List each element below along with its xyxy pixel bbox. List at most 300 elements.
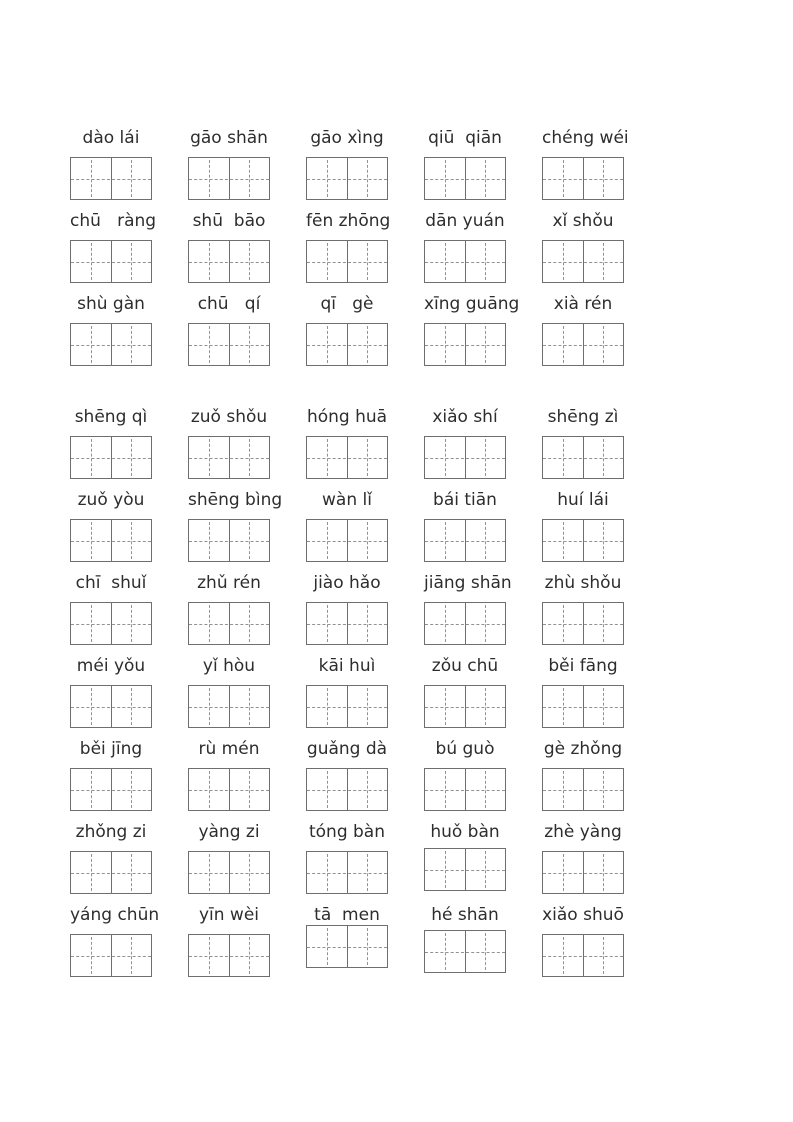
grid-center-divider — [347, 926, 348, 967]
pinyin-label: tā men — [314, 905, 380, 925]
grid-dash-vertical-line — [327, 688, 328, 725]
grid-dash-vertical-line — [367, 243, 368, 280]
pinyin-label: zhù shǒu — [544, 573, 622, 593]
word-item — [188, 490, 283, 562]
grid-dash-vertical-line — [445, 933, 446, 970]
pinyin-label: gāo shān — [190, 128, 268, 148]
grid-center-divider — [583, 852, 584, 893]
grid-dash-vertical-line — [327, 439, 328, 476]
word-item — [188, 407, 270, 479]
grid-dash-vertical-line — [367, 326, 368, 363]
pinyin-label: zhǔ rén — [197, 573, 261, 593]
writing-grid — [188, 157, 270, 200]
word-item — [306, 822, 388, 894]
writing-grid — [188, 934, 270, 977]
grid-dash-vertical-line — [91, 605, 92, 642]
pinyin-label: chéng wéi — [542, 128, 629, 148]
writing-grid — [306, 519, 388, 562]
word-item — [70, 656, 152, 728]
writing-grid — [70, 240, 152, 283]
writing-grid — [70, 934, 152, 977]
word-item — [306, 407, 388, 479]
word-item — [188, 128, 270, 200]
grid-dash-vertical-line — [249, 326, 250, 363]
word-row — [70, 128, 793, 200]
word-item — [306, 656, 388, 728]
grid-center-divider — [583, 603, 584, 644]
grid-dash-vertical-line — [485, 605, 486, 642]
writing-grid — [424, 930, 506, 973]
grid-dash-vertical-line — [209, 160, 210, 197]
writing-grid — [424, 323, 506, 366]
pinyin-label: jiào hǎo — [313, 573, 381, 593]
pinyin-label: zuǒ yòu — [77, 490, 145, 510]
grid-center-divider — [229, 935, 230, 976]
grid-dash-vertical-line — [209, 439, 210, 476]
grid-dash-vertical-line — [485, 522, 486, 559]
pinyin-label: méi yǒu — [76, 656, 146, 676]
writing-grid — [306, 240, 388, 283]
grid-center-divider — [465, 437, 466, 478]
grid-dash-vertical-line — [563, 937, 564, 974]
pinyin-label: huí lái — [557, 490, 609, 510]
word-item — [70, 490, 152, 562]
writing-grid — [70, 157, 152, 200]
grid-dash-vertical-line — [367, 160, 368, 197]
grid-dash-vertical-line — [367, 854, 368, 891]
writing-grid — [70, 851, 152, 894]
grid-dash-vertical-line — [249, 937, 250, 974]
grid-dash-vertical-line — [131, 771, 132, 808]
word-item — [542, 656, 624, 728]
pinyin-label: bái tiān — [433, 490, 497, 510]
word-item — [542, 905, 624, 977]
pinyin-label: yàng zi — [198, 822, 260, 842]
pinyin-label: fēn zhōng — [306, 211, 391, 231]
word-item — [306, 128, 388, 200]
grid-dash-vertical-line — [563, 854, 564, 891]
grid-dash-vertical-line — [209, 937, 210, 974]
grid-dash-vertical-line — [485, 243, 486, 280]
writing-grid — [70, 436, 152, 479]
pinyin-label: hé shān — [431, 905, 499, 925]
grid-dash-vertical-line — [603, 160, 604, 197]
grid-center-divider — [465, 769, 466, 810]
writing-grid — [424, 436, 506, 479]
pinyin-label: shēng zì — [547, 407, 619, 427]
grid-dash-vertical-line — [209, 243, 210, 280]
grid-center-divider — [111, 437, 112, 478]
grid-dash-vertical-line — [445, 688, 446, 725]
pinyin-label: shū bāo — [192, 211, 266, 231]
writing-grid — [306, 602, 388, 645]
grid-dash-vertical-line — [603, 326, 604, 363]
grid-dash-vertical-line — [131, 439, 132, 476]
word-item — [70, 573, 152, 645]
grid-dash-vertical-line — [485, 771, 486, 808]
word-item — [306, 294, 388, 366]
grid-center-divider — [347, 769, 348, 810]
word-item — [542, 294, 624, 366]
pinyin-label: gè zhǒng — [543, 739, 623, 759]
grid-dash-vertical-line — [367, 605, 368, 642]
word-item — [424, 905, 506, 977]
grid-dash-vertical-line — [327, 605, 328, 642]
grid-dash-vertical-line — [249, 243, 250, 280]
grid-dash-vertical-line — [485, 688, 486, 725]
word-row — [70, 211, 793, 283]
word-item — [542, 128, 629, 200]
pinyin-label: xǐ shǒu — [552, 211, 614, 231]
writing-grid — [424, 685, 506, 728]
grid-center-divider — [229, 769, 230, 810]
grid-dash-vertical-line — [485, 439, 486, 476]
grid-dash-vertical-line — [249, 854, 250, 891]
word-group-2 — [70, 407, 793, 977]
grid-dash-vertical-line — [91, 688, 92, 725]
writing-grid — [542, 157, 624, 200]
grid-dash-vertical-line — [209, 771, 210, 808]
word-item — [306, 573, 388, 645]
grid-dash-vertical-line — [249, 522, 250, 559]
writing-grid — [188, 323, 270, 366]
word-row — [70, 573, 793, 645]
writing-grid — [188, 851, 270, 894]
pinyin-label: rù mén — [198, 739, 260, 759]
pinyin-label: zhǒng zi — [75, 822, 147, 842]
grid-center-divider — [111, 324, 112, 365]
grid-center-divider — [111, 241, 112, 282]
grid-center-divider — [229, 603, 230, 644]
writing-grid — [306, 925, 388, 968]
grid-dash-vertical-line — [445, 439, 446, 476]
writing-grid — [306, 436, 388, 479]
grid-center-divider — [229, 241, 230, 282]
word-item — [424, 128, 506, 200]
pinyin-label: dào lái — [82, 128, 140, 148]
pinyin-label: chū qí — [197, 294, 261, 314]
writing-grid — [542, 436, 624, 479]
grid-center-divider — [465, 686, 466, 727]
grid-center-divider — [347, 603, 348, 644]
word-item — [424, 490, 506, 562]
grid-dash-vertical-line — [209, 522, 210, 559]
writing-grid — [424, 240, 506, 283]
pinyin-label: zǒu chū — [431, 656, 499, 676]
word-item — [542, 211, 624, 283]
grid-dash-vertical-line — [603, 522, 604, 559]
writing-grid — [70, 602, 152, 645]
writing-grid — [542, 602, 624, 645]
pinyin-label: xià rén — [553, 294, 613, 314]
pinyin-label: kāi huì — [318, 656, 376, 676]
grid-dash-vertical-line — [603, 854, 604, 891]
pinyin-label: qiū qiān — [428, 128, 502, 148]
grid-dash-vertical-line — [209, 605, 210, 642]
grid-center-divider — [347, 520, 348, 561]
word-item — [188, 822, 270, 894]
grid-dash-vertical-line — [91, 160, 92, 197]
grid-center-divider — [465, 520, 466, 561]
grid-dash-vertical-line — [209, 854, 210, 891]
grid-dash-vertical-line — [131, 688, 132, 725]
grid-dash-vertical-line — [485, 160, 486, 197]
grid-center-divider — [465, 241, 466, 282]
grid-center-divider — [583, 324, 584, 365]
writing-grid — [542, 934, 624, 977]
writing-grid — [424, 848, 506, 891]
word-item — [424, 656, 506, 728]
grid-dash-vertical-line — [445, 243, 446, 280]
pinyin-label: dān yuán — [425, 211, 505, 231]
grid-center-divider — [465, 158, 466, 199]
pinyin-label: xiǎo shí — [432, 407, 498, 427]
writing-grid — [188, 768, 270, 811]
grid-center-divider — [583, 520, 584, 561]
grid-dash-vertical-line — [445, 522, 446, 559]
word-item — [424, 739, 506, 811]
word-row — [70, 739, 793, 811]
grid-dash-vertical-line — [367, 522, 368, 559]
grid-dash-vertical-line — [91, 326, 92, 363]
writing-grid — [306, 685, 388, 728]
grid-dash-vertical-line — [209, 326, 210, 363]
grid-dash-vertical-line — [367, 439, 368, 476]
writing-grid — [424, 519, 506, 562]
writing-grid — [70, 519, 152, 562]
writing-grid — [542, 851, 624, 894]
word-row — [70, 490, 793, 562]
pinyin-label: chī shuǐ — [75, 573, 147, 593]
writing-grid — [188, 685, 270, 728]
word-item — [70, 905, 160, 977]
word-item — [306, 905, 388, 977]
writing-grid — [542, 685, 624, 728]
pinyin-label: zuǒ shǒu — [190, 407, 268, 427]
word-item — [306, 490, 388, 562]
grid-dash-vertical-line — [91, 522, 92, 559]
pinyin-label: běi fāng — [548, 656, 618, 676]
grid-center-divider — [347, 324, 348, 365]
grid-dash-vertical-line — [131, 854, 132, 891]
word-item — [424, 822, 506, 894]
grid-dash-vertical-line — [563, 243, 564, 280]
pinyin-label: chū ràng — [70, 211, 157, 231]
grid-center-divider — [583, 158, 584, 199]
grid-dash-vertical-line — [327, 928, 328, 965]
grid-dash-vertical-line — [445, 851, 446, 888]
pinyin-label: xiǎo shuō — [542, 905, 624, 925]
grid-center-divider — [111, 686, 112, 727]
grid-dash-vertical-line — [249, 160, 250, 197]
grid-dash-vertical-line — [603, 243, 604, 280]
word-item — [70, 407, 152, 479]
grid-dash-vertical-line — [327, 771, 328, 808]
grid-center-divider — [111, 520, 112, 561]
grid-dash-vertical-line — [445, 326, 446, 363]
grid-dash-vertical-line — [249, 605, 250, 642]
grid-dash-vertical-line — [563, 439, 564, 476]
word-row — [70, 905, 793, 977]
pinyin-label: huǒ bàn — [430, 822, 500, 842]
word-item — [188, 739, 270, 811]
writing-grid — [188, 436, 270, 479]
grid-dash-vertical-line — [563, 522, 564, 559]
grid-dash-vertical-line — [563, 160, 564, 197]
word-item — [306, 739, 388, 811]
word-item — [542, 407, 624, 479]
grid-center-divider — [229, 686, 230, 727]
writing-grid — [424, 602, 506, 645]
word-row — [70, 656, 793, 728]
grid-center-divider — [111, 852, 112, 893]
grid-dash-vertical-line — [131, 160, 132, 197]
writing-grid — [542, 323, 624, 366]
grid-dash-vertical-line — [249, 688, 250, 725]
grid-center-divider — [111, 769, 112, 810]
grid-center-divider — [111, 158, 112, 199]
pinyin-label: qī gè — [320, 294, 374, 314]
grid-dash-vertical-line — [563, 605, 564, 642]
grid-dash-vertical-line — [91, 937, 92, 974]
word-item — [542, 822, 624, 894]
grid-dash-vertical-line — [367, 771, 368, 808]
grid-dash-vertical-line — [131, 326, 132, 363]
grid-center-divider — [229, 520, 230, 561]
grid-dash-vertical-line — [603, 605, 604, 642]
grid-dash-vertical-line — [131, 605, 132, 642]
grid-dash-vertical-line — [603, 937, 604, 974]
grid-center-divider — [111, 603, 112, 644]
grid-center-divider — [465, 324, 466, 365]
word-item — [70, 211, 157, 283]
pinyin-label: běi jīng — [79, 739, 143, 759]
writing-grid — [542, 519, 624, 562]
word-item — [542, 573, 624, 645]
grid-center-divider — [583, 769, 584, 810]
grid-dash-vertical-line — [603, 771, 604, 808]
grid-dash-vertical-line — [367, 928, 368, 965]
word-item — [188, 573, 270, 645]
writing-grid — [424, 768, 506, 811]
word-item — [424, 294, 520, 366]
grid-center-divider — [229, 324, 230, 365]
grid-dash-vertical-line — [327, 854, 328, 891]
grid-center-divider — [465, 931, 466, 972]
grid-center-divider — [347, 241, 348, 282]
grid-dash-vertical-line — [209, 688, 210, 725]
pinyin-label: shēng qì — [74, 407, 148, 427]
grid-center-divider — [465, 849, 466, 890]
writing-grid — [424, 157, 506, 200]
pinyin-label: jiāng shān — [424, 573, 512, 593]
word-group-1 — [70, 128, 793, 366]
writing-grid — [70, 323, 152, 366]
word-item — [70, 822, 152, 894]
grid-center-divider — [583, 241, 584, 282]
grid-dash-vertical-line — [91, 439, 92, 476]
word-row — [70, 407, 793, 479]
word-item — [542, 490, 624, 562]
grid-dash-vertical-line — [603, 439, 604, 476]
grid-dash-vertical-line — [603, 688, 604, 725]
grid-dash-vertical-line — [563, 771, 564, 808]
word-item — [70, 739, 152, 811]
grid-dash-vertical-line — [485, 933, 486, 970]
grid-dash-vertical-line — [327, 326, 328, 363]
pinyin-label: yáng chūn — [70, 905, 160, 925]
writing-grid — [306, 323, 388, 366]
word-item — [188, 656, 270, 728]
pinyin-label: yīn wèi — [198, 905, 260, 925]
word-item — [424, 407, 506, 479]
pinyin-label: wàn lǐ — [322, 490, 372, 510]
grid-dash-vertical-line — [563, 326, 564, 363]
grid-dash-vertical-line — [445, 771, 446, 808]
pinyin-label: bú guò — [435, 739, 495, 759]
pinyin-label: gāo xìng — [310, 128, 384, 148]
grid-center-divider — [111, 935, 112, 976]
grid-dash-vertical-line — [131, 243, 132, 280]
pinyin-worksheet — [70, 128, 793, 977]
grid-center-divider — [583, 437, 584, 478]
writing-grid — [188, 602, 270, 645]
grid-dash-vertical-line — [367, 688, 368, 725]
pinyin-label: zhè yàng — [544, 822, 622, 842]
grid-center-divider — [229, 158, 230, 199]
pinyin-label: guǎng dà — [306, 739, 388, 759]
writing-grid — [542, 240, 624, 283]
writing-grid — [188, 240, 270, 283]
grid-dash-vertical-line — [327, 522, 328, 559]
grid-center-divider — [583, 935, 584, 976]
grid-center-divider — [347, 852, 348, 893]
word-item — [306, 211, 391, 283]
word-item — [188, 211, 270, 283]
grid-dash-vertical-line — [249, 439, 250, 476]
writing-grid — [542, 768, 624, 811]
grid-dash-vertical-line — [327, 160, 328, 197]
word-row — [70, 822, 793, 894]
writing-grid — [306, 157, 388, 200]
grid-dash-vertical-line — [131, 522, 132, 559]
grid-center-divider — [347, 686, 348, 727]
grid-dash-vertical-line — [131, 937, 132, 974]
grid-dash-vertical-line — [485, 851, 486, 888]
writing-grid — [306, 851, 388, 894]
grid-center-divider — [229, 437, 230, 478]
grid-dash-vertical-line — [563, 688, 564, 725]
grid-dash-vertical-line — [91, 771, 92, 808]
word-row — [70, 294, 793, 366]
pinyin-label: yǐ hòu — [202, 656, 256, 676]
grid-dash-vertical-line — [327, 243, 328, 280]
word-item — [424, 573, 512, 645]
writing-grid — [188, 519, 270, 562]
pinyin-label: shù gàn — [77, 294, 145, 314]
pinyin-label: tóng bàn — [308, 822, 386, 842]
pinyin-label: shēng bìng — [188, 490, 283, 510]
writing-grid — [70, 768, 152, 811]
grid-center-divider — [229, 852, 230, 893]
pinyin-label: xīng guāng — [424, 294, 520, 314]
writing-grid — [70, 685, 152, 728]
word-item — [188, 905, 270, 977]
pinyin-label: hóng huā — [306, 407, 388, 427]
word-item — [70, 294, 152, 366]
grid-dash-vertical-line — [485, 326, 486, 363]
grid-dash-vertical-line — [445, 605, 446, 642]
